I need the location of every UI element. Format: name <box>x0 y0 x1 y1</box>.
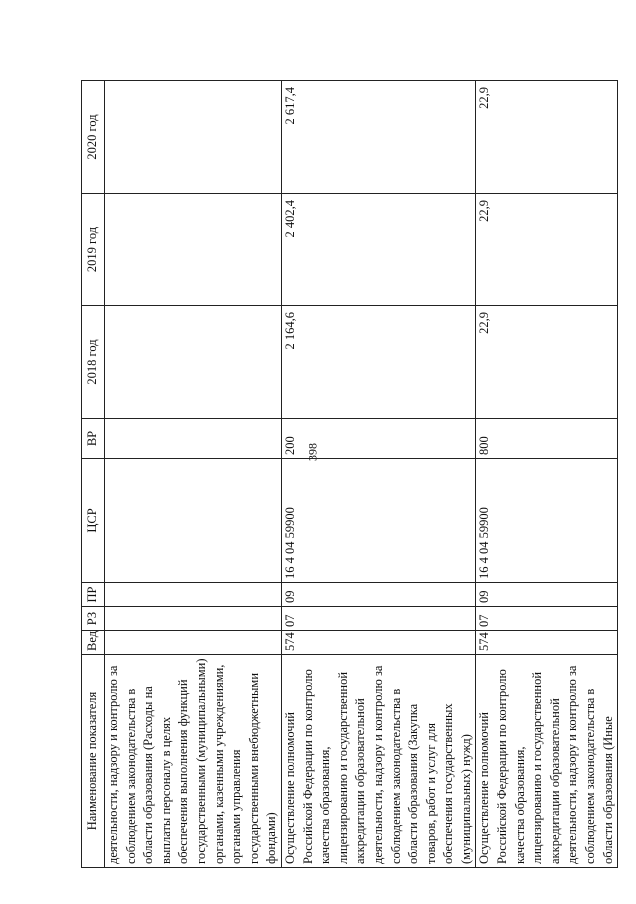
header-2018: 2018 год <box>82 306 105 419</box>
cell-ved <box>105 631 282 655</box>
page-number: 398 <box>305 443 320 461</box>
cell-vr: 200 <box>281 419 476 459</box>
table-header-row <box>82 81 105 868</box>
cell-2018 <box>105 306 282 419</box>
cell-csr <box>105 459 282 583</box>
table-row <box>105 81 282 868</box>
cell-pr: 09 <box>476 583 618 607</box>
header-2020: 2020 год <box>82 81 105 194</box>
cell-pr <box>105 583 282 607</box>
cell-2020: 2 617,4 <box>281 81 476 194</box>
cell-rz: 07 <box>281 607 476 631</box>
cell-2019 <box>105 194 282 306</box>
budget-table-rotated <box>81 81 615 868</box>
cell-vr <box>105 419 282 459</box>
cell-rz: 07 <box>476 607 618 631</box>
cell-name: деятельности, надзору и контролю за соблюдением законодательства в области образования (Расходы на выплаты персоналу в целях обеспечения выполнения функций государственными (муниципальными) органами, казенными учреждениями, органами управления государственными внебюджетными фондами) <box>105 655 282 868</box>
table-row <box>476 81 618 868</box>
header-vr: ВР <box>82 419 105 459</box>
cell-2020: 22,9 <box>476 81 618 194</box>
header-pr: ПР <box>82 583 105 607</box>
cell-2019: 2 402,4 <box>281 194 476 306</box>
header-csr: ЦСР <box>82 459 105 583</box>
cell-2020 <box>105 81 282 194</box>
cell-ved: 574 <box>476 631 618 655</box>
table-row <box>281 81 476 868</box>
header-rz: РЗ <box>82 607 105 631</box>
header-name: Наименование показателя <box>82 655 105 868</box>
cell-2019: 22,9 <box>476 194 618 306</box>
budget-table <box>81 80 618 868</box>
cell-vr: 800 <box>476 419 618 459</box>
header-2019: 2019 год <box>82 194 105 306</box>
cell-csr: 16 4 04 59900 <box>476 459 618 583</box>
cell-name: Осуществление полномочий Российской Федерации по контролю качества образования, лицензированию и государственной аккредитации образовательной деятельности, надзору и контролю за соблюдением законодательства в области образования (Иные <box>476 655 618 868</box>
cell-2018: 2 164,6 <box>281 306 476 419</box>
cell-ved: 574 <box>281 631 476 655</box>
cell-csr: 16 4 04 59900 <box>281 459 476 583</box>
cell-name: Осуществление полномочий Российской Федерации по контролю качества образования, лицензированию и государственной аккредитации образовательной деятельности, надзору и контролю за соблюдением законодательства в области образования (Закупка товаров, работ и услуг для обеспечения государственных (муниципальных) нужд) <box>281 655 476 868</box>
header-ved: Вед <box>82 631 105 655</box>
cell-rz <box>105 607 282 631</box>
cell-pr: 09 <box>281 583 476 607</box>
cell-2018: 22,9 <box>476 306 618 419</box>
